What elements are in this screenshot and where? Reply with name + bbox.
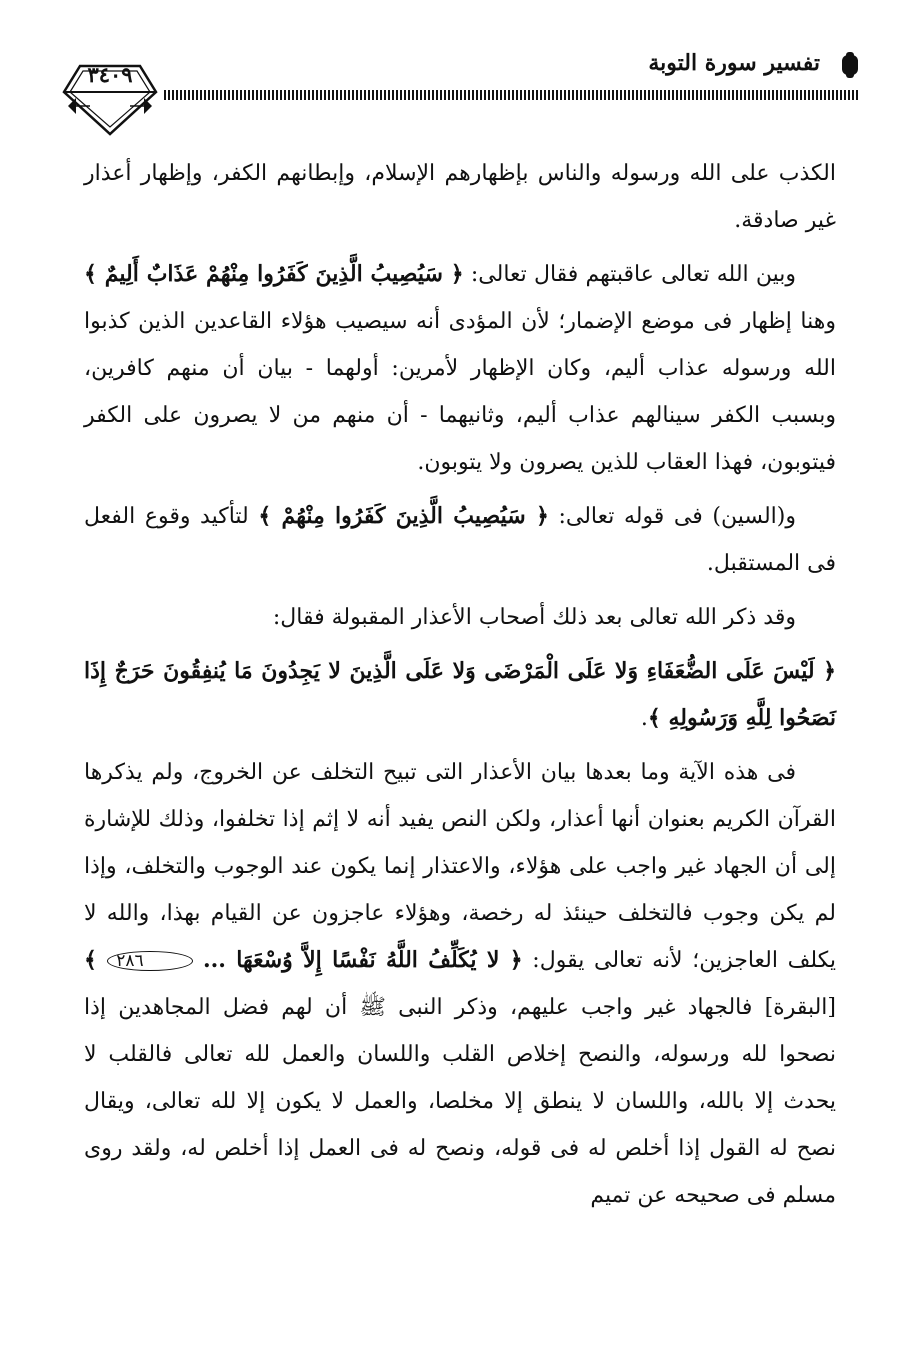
paragraph [84,150,836,244]
text-segment: وبين الله تعالى عاقبتهم فقال تعالى: [463,262,796,287]
header-rule [164,90,860,100]
quran-verse: ﴿ [525,503,549,529]
page-header [60,40,860,140]
text-segment: وهنا إظهار فى موضع الإضمار؛ لأن المؤدى أنه سيصيب هؤلاء القاعدين الذين كذبوا الله ورسوله عذاب أليم، وكان الإظهار لأمرين: أولهما - بيان أن منهم كافرين، وبسبب الكفر سينالهم عذاب أليم، وثانيهما - أن منهم من لا يصرون على الكفر فيتوبون، فهذا العقاب للذين يصرون ولا يتوبون. [84,309,836,475]
text-segment: [البقرة] فالجهاد غير واجب عليهم، وذكر النبى ﷺ أن لهم فضل المجاهدين إذا نصحوا لله ورسوله، والنصح إخلاص القلب واللسان والعمل لله تعالى فالقلب لا يحدث إلا بالله، واللسان لا ينطق إلا مخلصا، والعمل لا يكون إلا لله تعالى، ويقال نصح له القول إذا أخلص له فى قوله، ونصح له فى العمل إذا أخلص له، ولقد روى مسلم فى صحيحه عن تميم [84,995,836,1208]
paragraph [84,648,836,742]
quran-verse: ﴿ لا يُكَلِّفُ اللَّهُ نَفْسًا إِلاَّ وُسْعَهَا ... [192,947,523,973]
verse-number: ٢٨٦ [107,951,192,971]
text-segment: فى هذه الآية وما بعدها بيان الأعذار التى تبيح التخلف عن الخروج، ولم يذكرها القرآن الكريم بعنوان أنها أعذار، ولكن النص يفيد أنه لا إثم إذا تخلفوا، وذلك للإشارة إلى أن الجهاد غير واجب على هؤلاء، والاعتذار إنما يكون عند الوجوب والتخلف، وإذا لم يكن وجوب فالتخلف حينئذ له رخصة، وهؤلاء عاجزون عن القيام بهذا، والله لا يكلف العاجزين؛ لأنه تعالى يقول: [84,760,836,973]
page-number: ٣٤٠٩ [87,62,133,87]
paragraph [84,493,836,587]
text-segment: لتأكيد وقوع الفعل فى المستقبل. [84,504,836,576]
paragraph [84,594,836,641]
ornament-icon [840,52,860,78]
quran-verse: ﴾ [258,503,282,529]
paragraph [84,749,836,1219]
quran-verse: ﴿ [442,261,464,287]
text-segment: الكذب على الله ورسوله والناس بإظهارهم الإسلام، وإبطانهم الكفر، وإظهار أعذار غير صادقة. [84,161,836,233]
body-text [84,150,836,1226]
text-segment: . [640,706,648,731]
paragraph [84,251,836,486]
quran-verse: ﴾ [84,947,108,973]
running-title: تفسير سورة التوبة [648,50,820,76]
quran-verse: سَيُصِيبُ الَّذِينَ كَفَرُوا مِنْهُمْ [281,503,526,529]
text-segment: و(السين) فى قوله تعالى: [548,504,796,529]
quran-verse: ﴾ [84,261,105,287]
quran-verse: سَيُصِيبُ الَّذِينَ كَفَرُوا مِنْهُمْ عَذَابٌ أَلِيمٌ [104,261,443,287]
quran-verse: ﴿ لَيْسَ عَلَى الضُّعَفَاءِ وَلا عَلَى الْمَرْضَى وَلا عَلَى الَّذِينَ لا يَجِدُونَ مَا يُنفِقُونَ حَرَجٌ إِذَا نَصَحُوا لِلَّهِ وَرَسُولِهِ ﴾ [84,658,836,731]
text-segment: وقد ذكر الله تعالى بعد ذلك أصحاب الأعذار المقبولة فقال: [272,605,796,630]
